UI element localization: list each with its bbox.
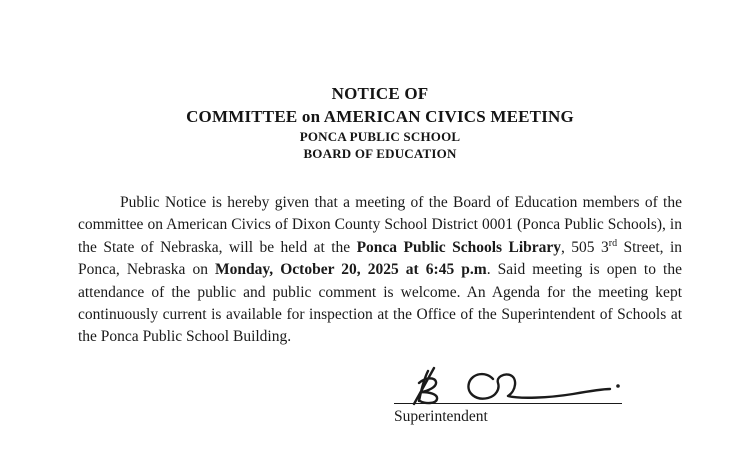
notice-body-paragraph: Public Notice is hereby given that a meeting of the Board of Education members of the committee on American Civics of Dixon County School District 0001 (Ponca Public Schools), in the State of Nebraska, will be held at the Ponca Public Schools Library, 505 3rd Street, in Ponca, Nebraska on Monday, October 20, 2025 at 6:45 p.m. Said meeting is open to the attendance of the public and public comment is welcome. An Agenda for the meeting kept continuously current is available for inspection at the Office of the Superintendent of Schools at the Ponca Public School Building. (78, 194, 683, 346)
superintendent-label: Superintendent (394, 407, 488, 425)
notice-heading (78, 82, 682, 162)
notice-title-line-2: COMMITTEE on AMERICAN CIVICS MEETING (186, 107, 574, 126)
notice-title-line-1: NOTICE OF (331, 84, 429, 103)
signature-block (394, 365, 626, 428)
notice-subtitle-line-1: PONCA PUBLIC SCHOOL (299, 129, 461, 144)
notice-subtitle-line-2: BOARD OF EDUCATION (303, 146, 457, 161)
